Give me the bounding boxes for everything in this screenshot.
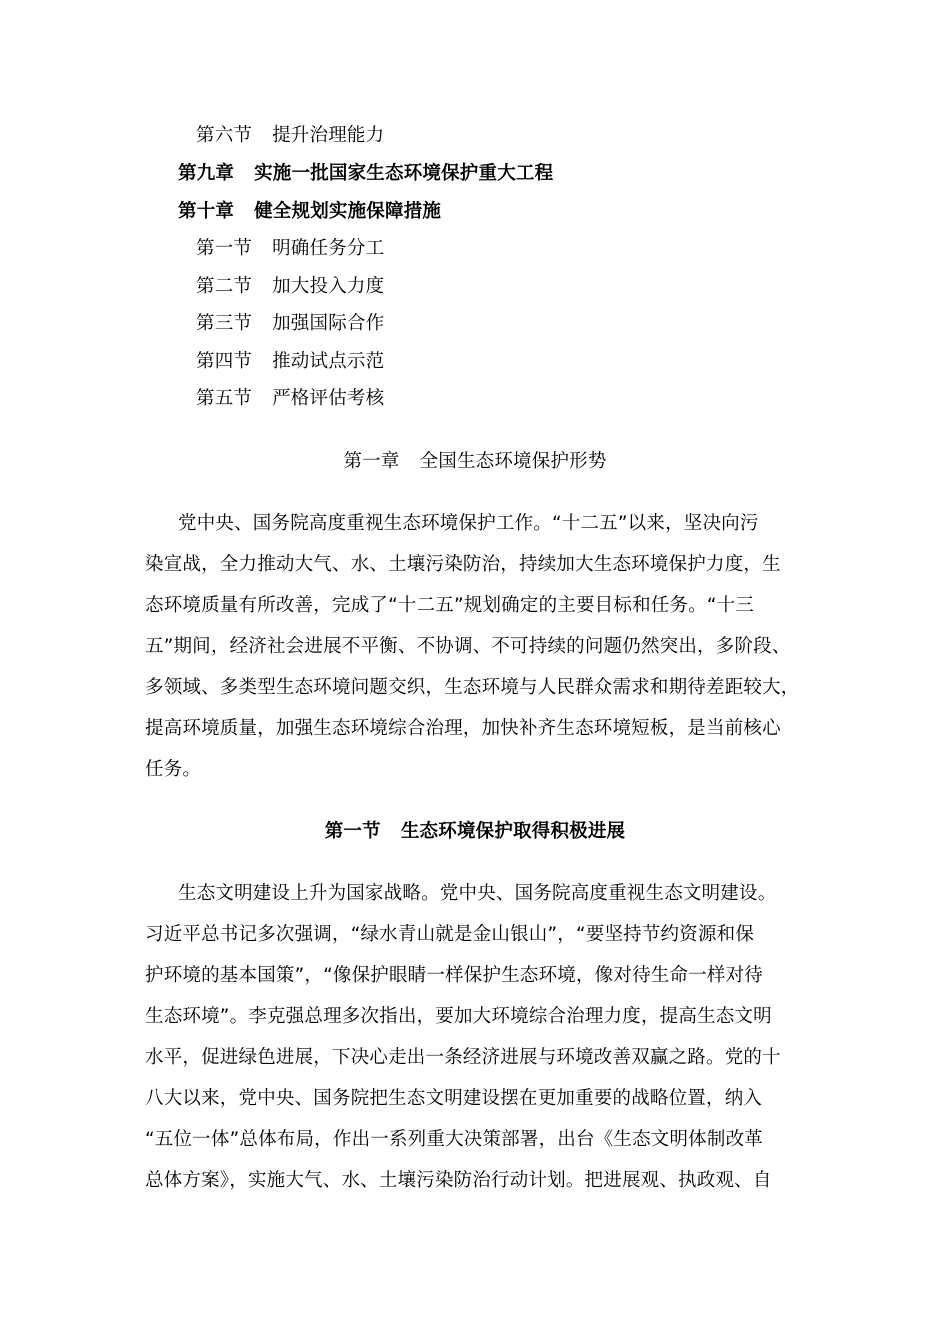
paragraph-line: 染宣战，全力推动大气、水、土壤污染防治，持续加大生态环境保护力度，生 [145,554,781,575]
toc-section-item [196,275,384,299]
toc-section-item [196,350,384,374]
toc-section-number: 第五节 [196,388,253,409]
toc-chapter-number: 第九章 [178,163,235,184]
section-heading [0,820,950,844]
section-number: 第一节 [324,821,381,842]
toc-section-item [196,312,384,336]
toc-section-item [196,387,384,411]
toc-chapter-number: 第十章 [178,201,235,222]
toc-chapter-title: 健全规划实施保障措施 [254,201,442,222]
toc-section-title: 加强国际合作 [272,313,385,334]
paragraph-line: 任务。 [145,759,202,780]
chapter-title: 全国生态环境保护形势 [419,451,607,472]
toc-chapter-item [178,200,441,224]
toc-section-number: 第三节 [196,313,253,334]
paragraph-line: 党中央、国务院高度重视生态环境保护工作。“十二五”以来，坚决向污 [178,513,759,534]
section-title: 生态环境保护取得积极进展 [400,821,626,842]
paragraph-line: 习近平总书记多次强调，“绿水青山就是金山银山”，“要坚持节约资源和保 [145,924,755,945]
paragraph-line: 生态文明建设上升为国家战略。党中央、国务院高度重视生态文明建设。 [178,883,777,904]
toc-section-title: 明确任务分工 [272,238,385,259]
toc-section-title: 严格评估考核 [272,388,385,409]
chapter-heading [0,450,950,474]
toc-section-number: 第四节 [196,351,253,372]
paragraph-line: 八大以来，党中央、国务院把生态文明建设摆在更加重要的战略位置，纳入 [145,1088,763,1109]
toc-section-item [196,237,384,261]
toc-section-item [196,124,384,148]
paragraph-line: 多领域、多类型生态环境问题交织，生态环境与人民群众需求和期待差距较大， [145,677,800,698]
toc-section-title: 提升治理能力 [272,125,385,146]
paragraph-line: 护环境的基本国策”，“像保护眼睛一样保护生态环境，像对待生命一样对待 [145,965,763,986]
paragraph-line: 生态环境”。李克强总理多次指出，要加大环境综合治理力度，提高生态文明 [145,1006,772,1027]
toc-section-number: 第一节 [196,238,253,259]
paragraph-line: “五位一体”总体布局，作出一系列重大决策部署，出台《生态文明体制改革 [145,1129,763,1150]
paragraph-line: 总体方案》，实施大气、水、土壤污染防治行动计划。把进展观、执政观、自 [145,1170,772,1191]
toc-section-title: 推动试点示范 [272,351,385,372]
paragraph-line: 提高环境质量，加强生态环境综合治理，加快补齐生态环境短板，是当前核心 [145,718,781,739]
toc-chapter-item [178,162,553,186]
paragraph-line: 态环境质量有所改善，完成了“十二五”规划确定的主要目标和任务。“十三 [145,595,755,616]
toc-section-number: 第二节 [196,276,253,297]
paragraph-line: 水平，促进绿色进展，下决心走出一条经济进展与环境改善双赢之路。党的十 [145,1047,781,1068]
toc-section-number: 第六节 [196,125,253,146]
chapter-number: 第一章 [343,451,400,472]
paragraph-line: 五”期间，经济社会进展不平衡、不协调、不可持续的问题仍然突出，多阶段、 [145,636,791,657]
toc-chapter-title: 实施一批国家生态环境保护重大工程 [254,163,554,184]
toc-section-title: 加大投入力度 [272,276,385,297]
